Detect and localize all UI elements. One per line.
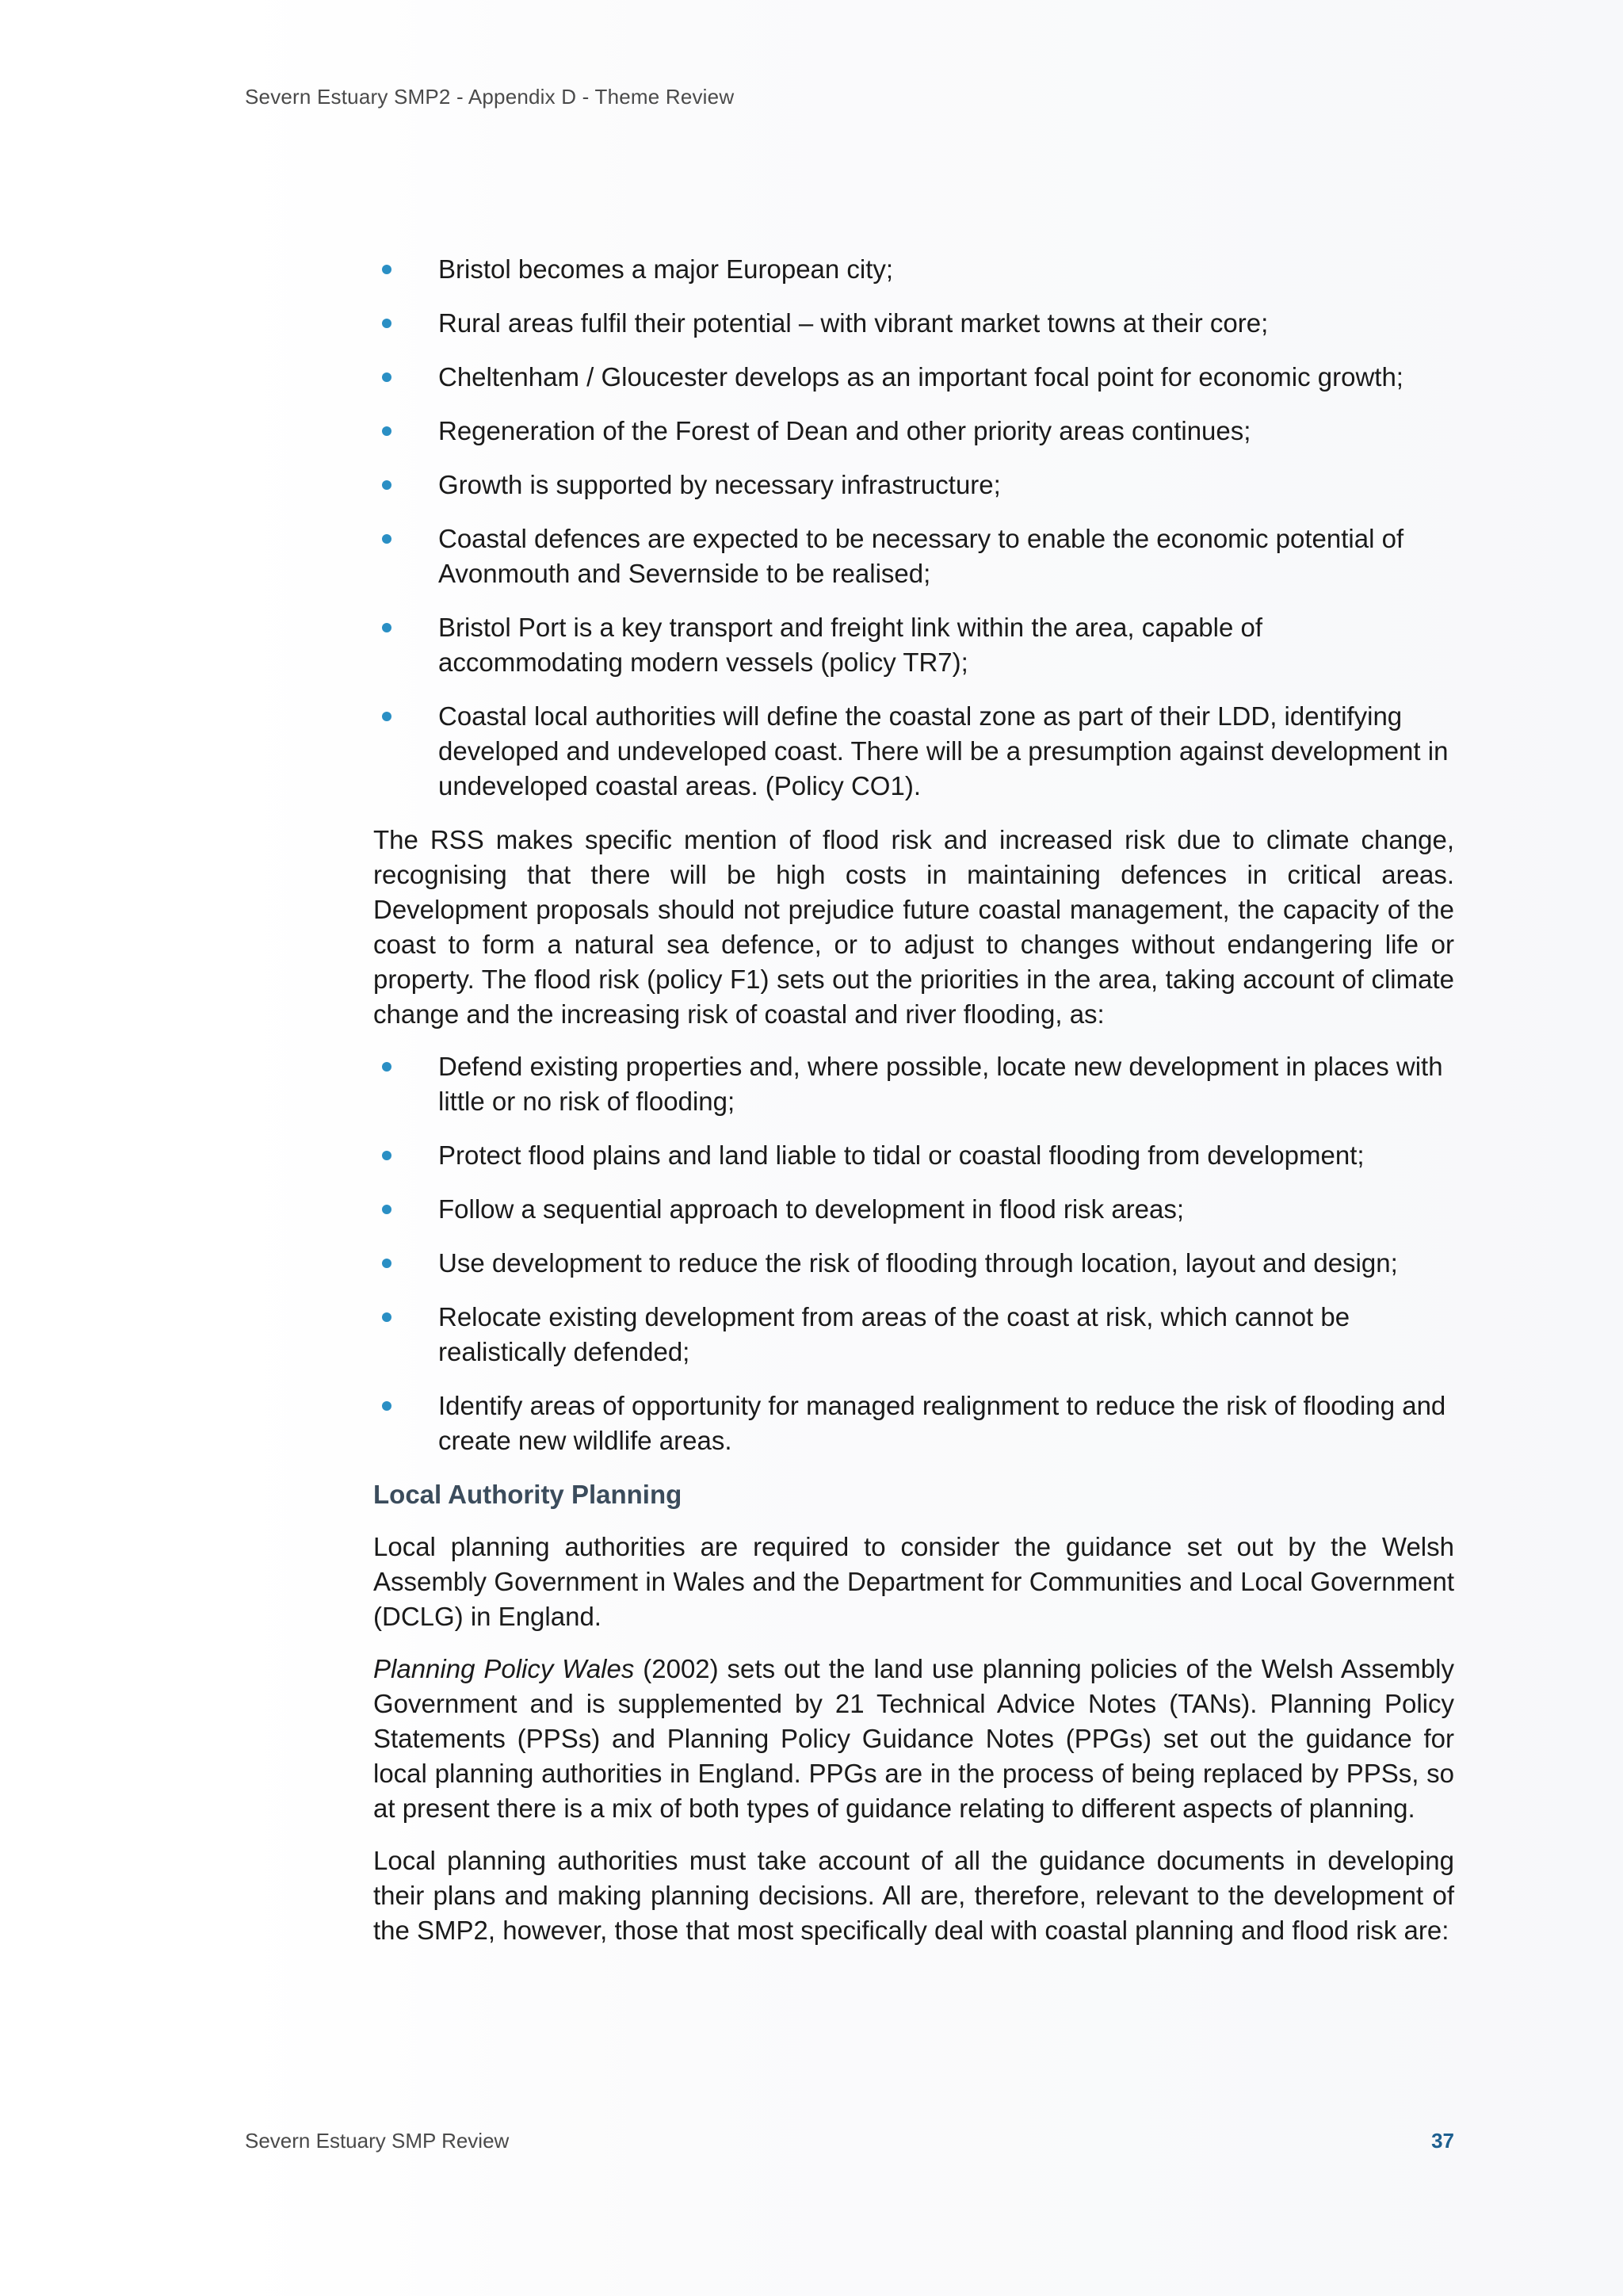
page-content (373, 252, 1454, 1966)
list-item: Use development to reduce the risk of flooding through location, layout and design; (373, 1246, 1454, 1281)
document-title: Planning Policy Wales (373, 1654, 635, 1683)
bullet-icon (382, 1151, 391, 1160)
list-item: Protect flood plains and land liable to tidal or coastal flooding from development; (373, 1138, 1454, 1173)
bullet-icon (382, 265, 391, 274)
regional-priorities-list (373, 252, 1454, 804)
planning-policy-wales-paragraph: Planning Policy Wales (2002) sets out the land use planning policies of the Welsh Assembly Government and is supplemented by 21 Technical Advice Notes (TANs). Planning Policy Statements (PPSs) and Planning Policy Guidance Notes (PPGs) set out the guidance for local planning authorities in England. PPGs are in the process of being replaced by PPSs, so at present there is a mix of both types of guidance relating to different aspects of planning. (373, 1654, 1454, 1823)
page-number: 37 (1431, 2129, 1454, 2153)
flood-risk-priorities-list (373, 1049, 1454, 1458)
list-item: Defend existing properties and, where possible, locate new development in places with little or no risk of flooding; (373, 1049, 1454, 1119)
rss-paragraph: The RSS makes specific mention of flood risk and increased risk due to climate change, recognising that there will be high costs in maintaining defences in critical areas. Development proposals should not prejudice future coastal management, the capacity of the coast to form a natural sea defence, or to adjust to changes without endangering life or property. The flood risk (policy F1) sets out the priorities in the area, taking account of climate change and the increasing risk of coastal and river flooding, as: (373, 825, 1454, 1029)
bullet-icon (382, 426, 391, 436)
list-item: Identify areas of opportunity for managed realignment to reduce the risk of flooding and create new wildlife areas. (373, 1389, 1454, 1458)
local-planning-paragraph: Local planning authorities are required to consider the guidance set out by the Welsh Assembly Government in Wales and the Department for Communities and Local Government (DCLG) in England. (373, 1532, 1454, 1631)
running-footer (245, 2129, 1454, 2153)
bullet-icon (382, 623, 391, 632)
list-item: Coastal local authorities will define the coastal zone as part of their LDD, identifying developed and undeveloped coast. There will be a presumption against development in undeveloped coastal areas. (Policy CO1). (373, 699, 1454, 804)
list-item: Regeneration of the Forest of Dean and other priority areas continues; (373, 414, 1454, 449)
bullet-icon (382, 372, 391, 382)
bullet-icon (382, 1205, 391, 1214)
bullet-icon (382, 712, 391, 721)
list-item: Rural areas fulfil their potential – with vibrant market towns at their core; (373, 306, 1454, 341)
bullet-icon (382, 319, 391, 328)
running-header: Severn Estuary SMP2 - Appendix D - Theme Review (245, 85, 735, 109)
bullet-icon (382, 534, 391, 544)
list-item: Follow a sequential approach to development in flood risk areas; (373, 1192, 1454, 1227)
bullet-icon (382, 1062, 391, 1072)
bullet-icon (382, 1259, 391, 1268)
bullet-icon (382, 1401, 391, 1411)
list-item: Growth is supported by necessary infrastructure; (373, 468, 1454, 502)
bullet-icon (382, 1312, 391, 1322)
list-item: Cheltenham / Gloucester develops as an important focal point for economic growth; (373, 360, 1454, 395)
bullet-icon (382, 480, 391, 490)
footer-title: Severn Estuary SMP Review (245, 2129, 510, 2153)
guidance-documents-paragraph: Local planning authorities must take account of all the guidance documents in developing their plans and making planning decisions. All are, therefore, relevant to the development of the SMP2, however, those that most specifically deal with coastal planning and flood risk are: (373, 1846, 1454, 1945)
section-heading: Local Authority Planning (373, 1480, 682, 1509)
list-item: Bristol Port is a key transport and freight link within the area, capable of accommodating modern vessels (policy TR7); (373, 610, 1454, 680)
list-item: Bristol becomes a major European city; (373, 252, 1454, 287)
list-item: Relocate existing development from areas of the coast at risk, which cannot be realistically defended; (373, 1300, 1454, 1370)
list-item: Coastal defences are expected to be necessary to enable the economic potential of Avonmouth and Severnside to be realised; (373, 521, 1454, 591)
